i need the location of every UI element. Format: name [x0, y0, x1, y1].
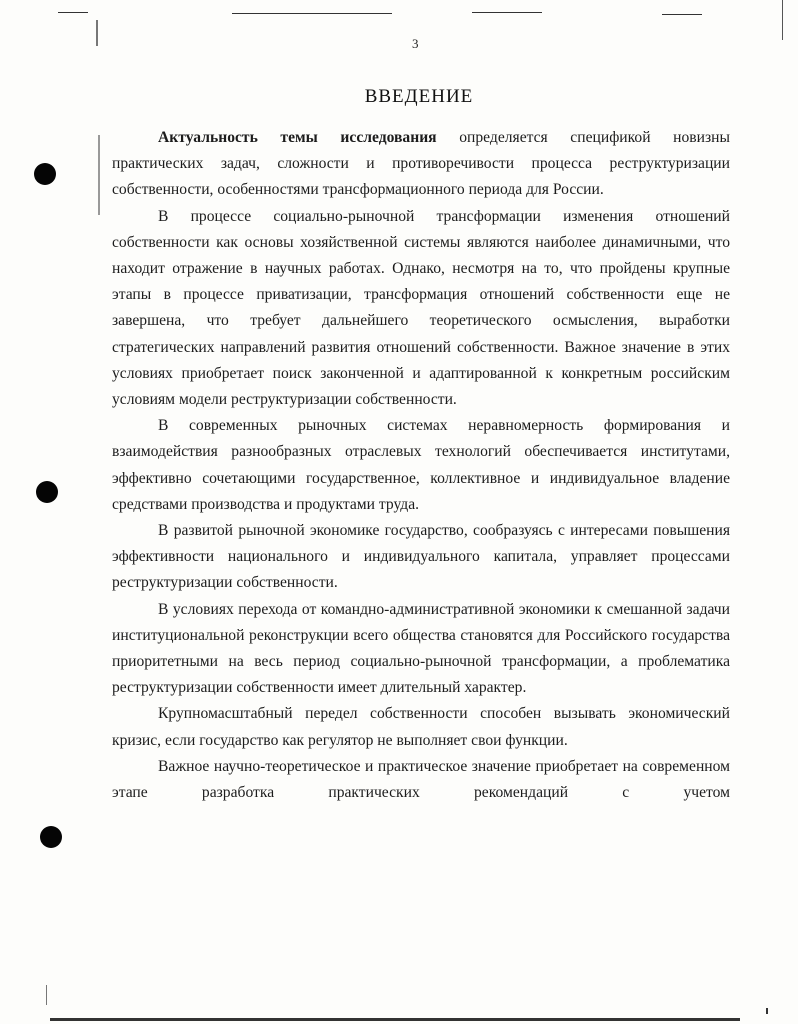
scan-edge-top-right	[472, 12, 542, 13]
scan-speck-right	[766, 1008, 768, 1014]
scan-edge-bottom	[50, 1018, 740, 1021]
scan-edge-right	[782, 0, 783, 40]
scan-edge-top-mid	[232, 13, 392, 14]
paragraph	[112, 125, 730, 204]
paragraph: В современных рыночных системах неравномерность формирования и взаимодействия разнообразных отраслевых технологий обеспечивается институтами, эффективно сочетающими государственное, коллективное и индивидуальное владение средствами производства и продуктами труда.	[112, 417, 730, 513]
page-number: 3	[412, 36, 419, 51]
binder-hole-top	[34, 163, 56, 185]
body-text	[112, 125, 730, 806]
scan-edge-top-far-right	[662, 14, 702, 15]
paragraph: В условиях перехода от командно-административной экономики к смешанной задачи институциональной реконструкции всего общества становятся для Российского государства приоритетными на весь период социально-рыночной трансформации, а проблематика реструктуризации собственности имеет длительный характер.	[112, 600, 730, 697]
paragraph: Важное научно-теоретическое и практическое значение приобретает на современном этапе разработка практических рекомендаций с учетом	[112, 757, 730, 802]
section-heading: ВВЕДЕНИЕ	[364, 86, 474, 107]
scan-edge-top-left	[58, 12, 88, 13]
paragraph: В процессе социально-рыночной трансформации изменения отношений собственности как основы хозяйственной системы являются наиболее динамичными, что находит отражение в научных работах. Однако, несмотря на то, что пройдены крупные этапы в процессе приватизации, трансформация отношений собственности еще не завершена, что требует дальнейшего теоретического осмысления, выработки стратегических направлений развития отношений собственности. Важное значение в этих условиях приобретает поиск законченной и адаптированной к конкретным российским условиям модели реструктуризации собственности.	[112, 207, 730, 409]
paragraph: Крупномасштабный передел собственности способен вызывать экономический кризис, если государство как регулятор не выполняет свои функции.	[112, 705, 730, 749]
scan-speck-left-1	[96, 20, 98, 46]
scan-speck-left-2	[98, 135, 100, 215]
binder-hole-bottom	[40, 826, 62, 848]
paragraph-lead: Актуальность темы исследования	[158, 129, 437, 146]
scan-speck-left-3	[46, 985, 47, 1005]
paragraph: В развитой рыночной экономике государство, сообразуясь с интересами повышения эффективности национального и индивидуального капитала, управляет процессами реструктуризации собственности.	[112, 522, 730, 592]
paragraph-text: определяется спецификой новизны практических задач, сложности и противоречивости процесса реструктуризации собственности, особенностями трансформационного периода для России.	[112, 129, 730, 199]
binder-hole-middle	[36, 481, 58, 503]
